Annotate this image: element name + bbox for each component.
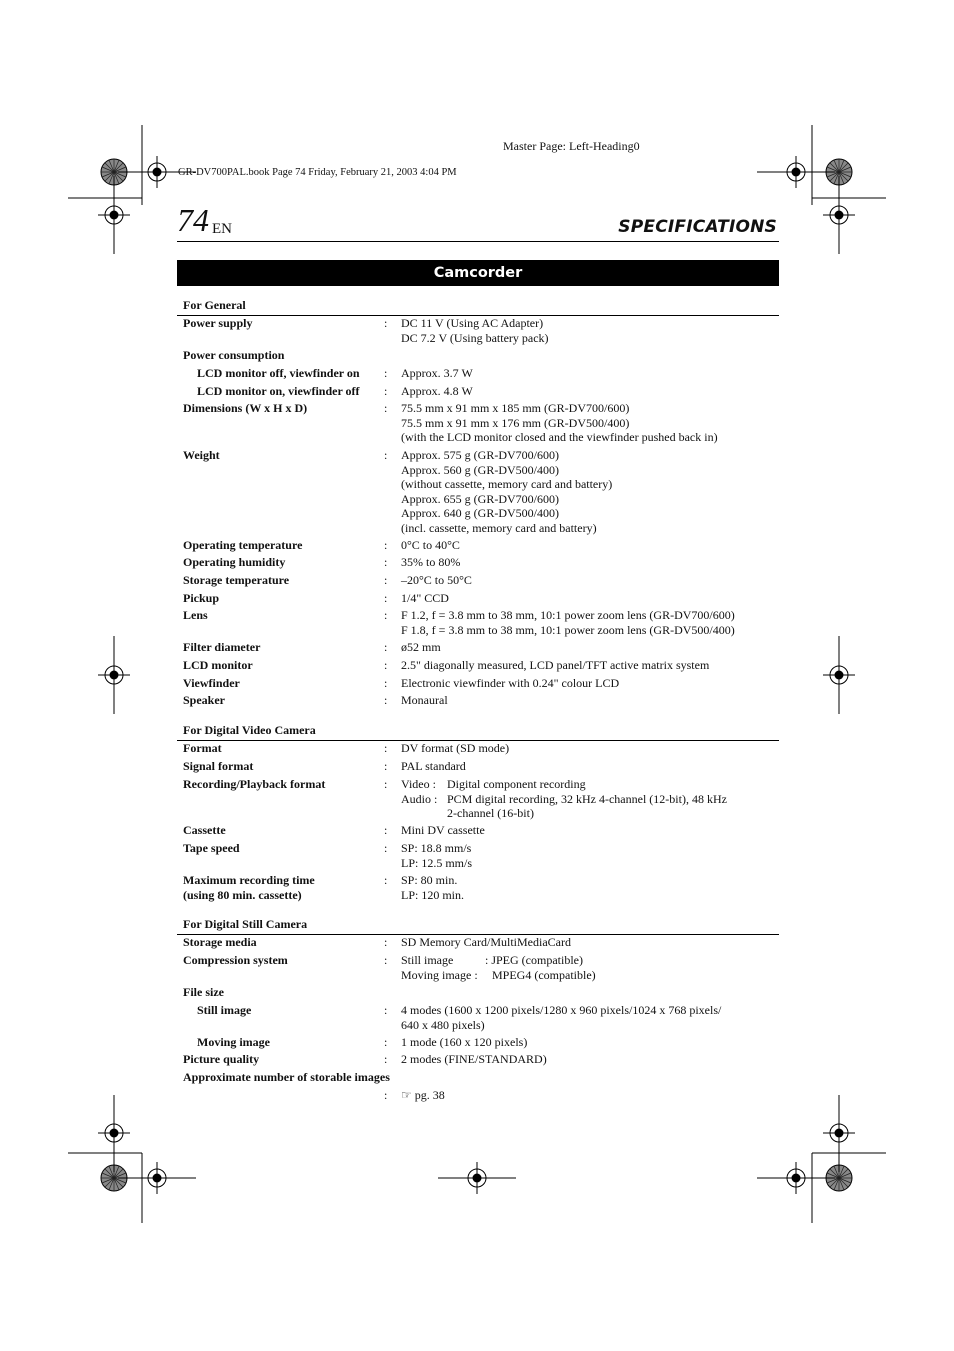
still-value: : JPEG (compatible) xyxy=(485,953,583,967)
colon: : xyxy=(384,693,388,707)
colon: : xyxy=(384,1035,388,1049)
spec-label-power-supply: Power supply xyxy=(183,316,253,330)
colon: : xyxy=(384,841,388,855)
spec-value: 2 modes (FINE/STANDARD) xyxy=(401,1052,547,1066)
spec-label-pickup: Pickup xyxy=(183,591,220,605)
spec-label-lcd-off: LCD monitor off, viewfinder on xyxy=(197,366,360,380)
spec-label-storage-media: Storage media xyxy=(183,935,257,949)
page-language: EN xyxy=(212,221,232,237)
spec-label-storable-images: Approximate number of storable images xyxy=(183,1070,390,1084)
spec-value xyxy=(401,968,596,983)
moving-value: MPEG4 (compatible) xyxy=(492,967,596,982)
colon: : xyxy=(384,823,388,837)
colon: : xyxy=(384,401,388,415)
spec-value: Approx. 4.8 W xyxy=(401,384,473,398)
spec-value xyxy=(401,806,534,821)
colon: : xyxy=(384,555,388,569)
spec-value: (with the LCD monitor closed and the viewfinder pushed back in) xyxy=(401,430,718,444)
spec-label-cassette: Cassette xyxy=(183,823,226,837)
spec-value: ø52 mm xyxy=(401,640,441,654)
spec-label-max-recording-note: (using 80 min. cassette) xyxy=(183,887,302,902)
colon: : xyxy=(384,953,388,967)
spec-value: Electronic viewfinder with 0.24" colour LCD xyxy=(401,676,620,690)
spec-value: DC 11 V (Using AC Adapter) xyxy=(401,316,544,330)
spec-value: Approx. 560 g (GR-DV500/400) xyxy=(401,462,559,477)
spec-value: 1/4" CCD xyxy=(401,591,449,605)
spec-label-tape-speed: Tape speed xyxy=(183,841,240,855)
section-title: SPECIFICATIONS xyxy=(618,217,777,237)
colon: : xyxy=(384,316,388,330)
colon: : xyxy=(384,366,388,380)
spec-value: F 1.8, f = 3.8 mm to 38 mm, 10:1 power zoom lens (GR-DV500/400) xyxy=(401,622,735,637)
spec-label-dimensions: Dimensions (W x H x D) xyxy=(183,401,308,415)
spec-label-lcd-monitor: LCD monitor xyxy=(183,658,253,672)
spec-value: 640 x 480 pixels) xyxy=(401,1017,485,1032)
video-key: Video : xyxy=(401,777,436,791)
spec-label-power-consumption: Power consumption xyxy=(183,348,285,362)
moving-key: Moving image : xyxy=(401,967,478,982)
spec-label-signal-format: Signal format xyxy=(183,759,254,773)
colon: : xyxy=(384,573,388,587)
spec-label-operating-humidity: Operating humidity xyxy=(183,555,286,569)
master-page-label: Master Page: Left-Heading0 xyxy=(503,139,640,153)
colon: : xyxy=(384,538,388,552)
colon: : xyxy=(384,658,388,672)
spec-value: 35% to 80% xyxy=(401,555,461,569)
spec-value: DV format (SD mode) xyxy=(401,741,510,755)
colon: : xyxy=(384,640,388,654)
group-heading-dvc: For Digital Video Camera xyxy=(183,723,316,737)
spec-label-operating-temperature: Operating temperature xyxy=(183,538,303,552)
spec-value: Approx. 575 g (GR-DV700/600) xyxy=(401,448,559,462)
audio-value: PCM digital recording, 32 kHz 4-channel (12-bit), 48 kHz xyxy=(447,791,727,806)
spec-value: PAL standard xyxy=(401,759,466,773)
spec-value xyxy=(401,792,727,807)
spec-value: F 1.2, f = 3.8 mm to 38 mm, 10:1 power zoom lens (GR-DV700/600) xyxy=(401,608,735,622)
colon: : xyxy=(384,591,388,605)
spec-label-speaker: Speaker xyxy=(183,693,225,707)
spec-value: (incl. cassette, memory card and battery) xyxy=(401,520,597,535)
spec-value: 1 mode (160 x 120 pixels) xyxy=(401,1035,528,1049)
colon: : xyxy=(384,759,388,773)
spec-value: SP: 18.8 mm/s xyxy=(401,841,472,855)
colon: : xyxy=(384,1003,388,1017)
colon: : xyxy=(384,448,388,462)
audio-value-cont: 2-channel (16-bit) xyxy=(447,806,534,820)
spec-label-filter-diameter: Filter diameter xyxy=(183,640,261,654)
still-key: Still image xyxy=(401,953,454,967)
colon: : xyxy=(384,1052,388,1066)
spec-label-format: Format xyxy=(183,741,222,755)
spec-label-moving-image: Moving image xyxy=(197,1035,270,1049)
spec-label-picture-quality: Picture quality xyxy=(183,1052,260,1066)
spec-value: Approx. 3.7 W xyxy=(401,366,473,380)
spec-value: Approx. 655 g (GR-DV700/600) xyxy=(401,491,559,506)
spec-value: LP: 12.5 mm/s xyxy=(401,855,473,870)
page-reference-link[interactable]: ☞ pg. 38 xyxy=(401,1088,445,1102)
spec-label-weight: Weight xyxy=(183,448,220,462)
spec-value: Monaural xyxy=(401,693,448,707)
spec-value: (without cassette, memory card and battery) xyxy=(401,477,613,491)
spec-label-recording-playback: Recording/Playback format xyxy=(183,777,326,791)
spec-label-max-recording: Maximum recording time xyxy=(183,873,315,887)
colon: : xyxy=(384,608,388,622)
spec-value: 75.5 mm x 91 mm x 176 mm (GR-DV500/400) xyxy=(401,415,630,430)
colon: : xyxy=(384,873,388,887)
spec-value: Mini DV cassette xyxy=(401,823,485,837)
page-number: 74 xyxy=(177,202,209,238)
spec-value: LP: 120 min. xyxy=(401,887,465,902)
spec-label-viewfinder: Viewfinder xyxy=(183,676,240,690)
spec-label-lcd-on: LCD monitor on, viewfinder off xyxy=(197,384,360,398)
video-value: Digital component recording xyxy=(447,777,586,791)
spec-label-storage-temperature: Storage temperature xyxy=(183,573,290,587)
header-rule xyxy=(177,241,779,242)
camcorder-banner: Camcorder xyxy=(177,260,779,286)
colon: : xyxy=(384,935,388,949)
colon: : xyxy=(384,777,388,791)
book-info-line: GR-DV700PAL.book Page 74 Friday, February 21, 2003 4:04 PM xyxy=(178,167,457,178)
colon: : xyxy=(384,384,388,398)
group-heading-general: For General xyxy=(183,298,246,312)
spec-value xyxy=(401,777,586,792)
spec-value: 4 modes (1600 x 1200 pixels/1280 x 960 pixels/1024 x 768 pixels/ xyxy=(401,1003,722,1017)
spec-value: Approx. 640 g (GR-DV500/400) xyxy=(401,506,559,520)
audio-key: Audio : xyxy=(401,791,438,806)
group-heading-dsc: For Digital Still Camera xyxy=(183,917,308,931)
spec-label-still-image: Still image xyxy=(197,1003,252,1017)
spec-value xyxy=(401,953,583,968)
spec-value: 2.5" diagonally measured, LCD panel/TFT active matrix system xyxy=(401,658,710,672)
spec-value: 0°C to 40°C xyxy=(401,538,460,552)
colon: : xyxy=(384,1088,388,1102)
spec-value: 75.5 mm x 91 mm x 185 mm (GR-DV700/600) xyxy=(401,401,630,415)
spec-value: DC 7.2 V (Using battery pack) xyxy=(401,330,549,345)
colon: : xyxy=(384,676,388,690)
spec-label-compression: Compression system xyxy=(183,953,288,967)
spec-value: SD Memory Card/MultiMediaCard xyxy=(401,935,571,949)
spec-label-file-size: File size xyxy=(183,985,224,999)
spec-value: –20°C to 50°C xyxy=(401,573,472,587)
spec-value: SP: 80 min. xyxy=(401,873,458,887)
spec-label-lens: Lens xyxy=(183,608,208,622)
colon: : xyxy=(384,741,388,755)
